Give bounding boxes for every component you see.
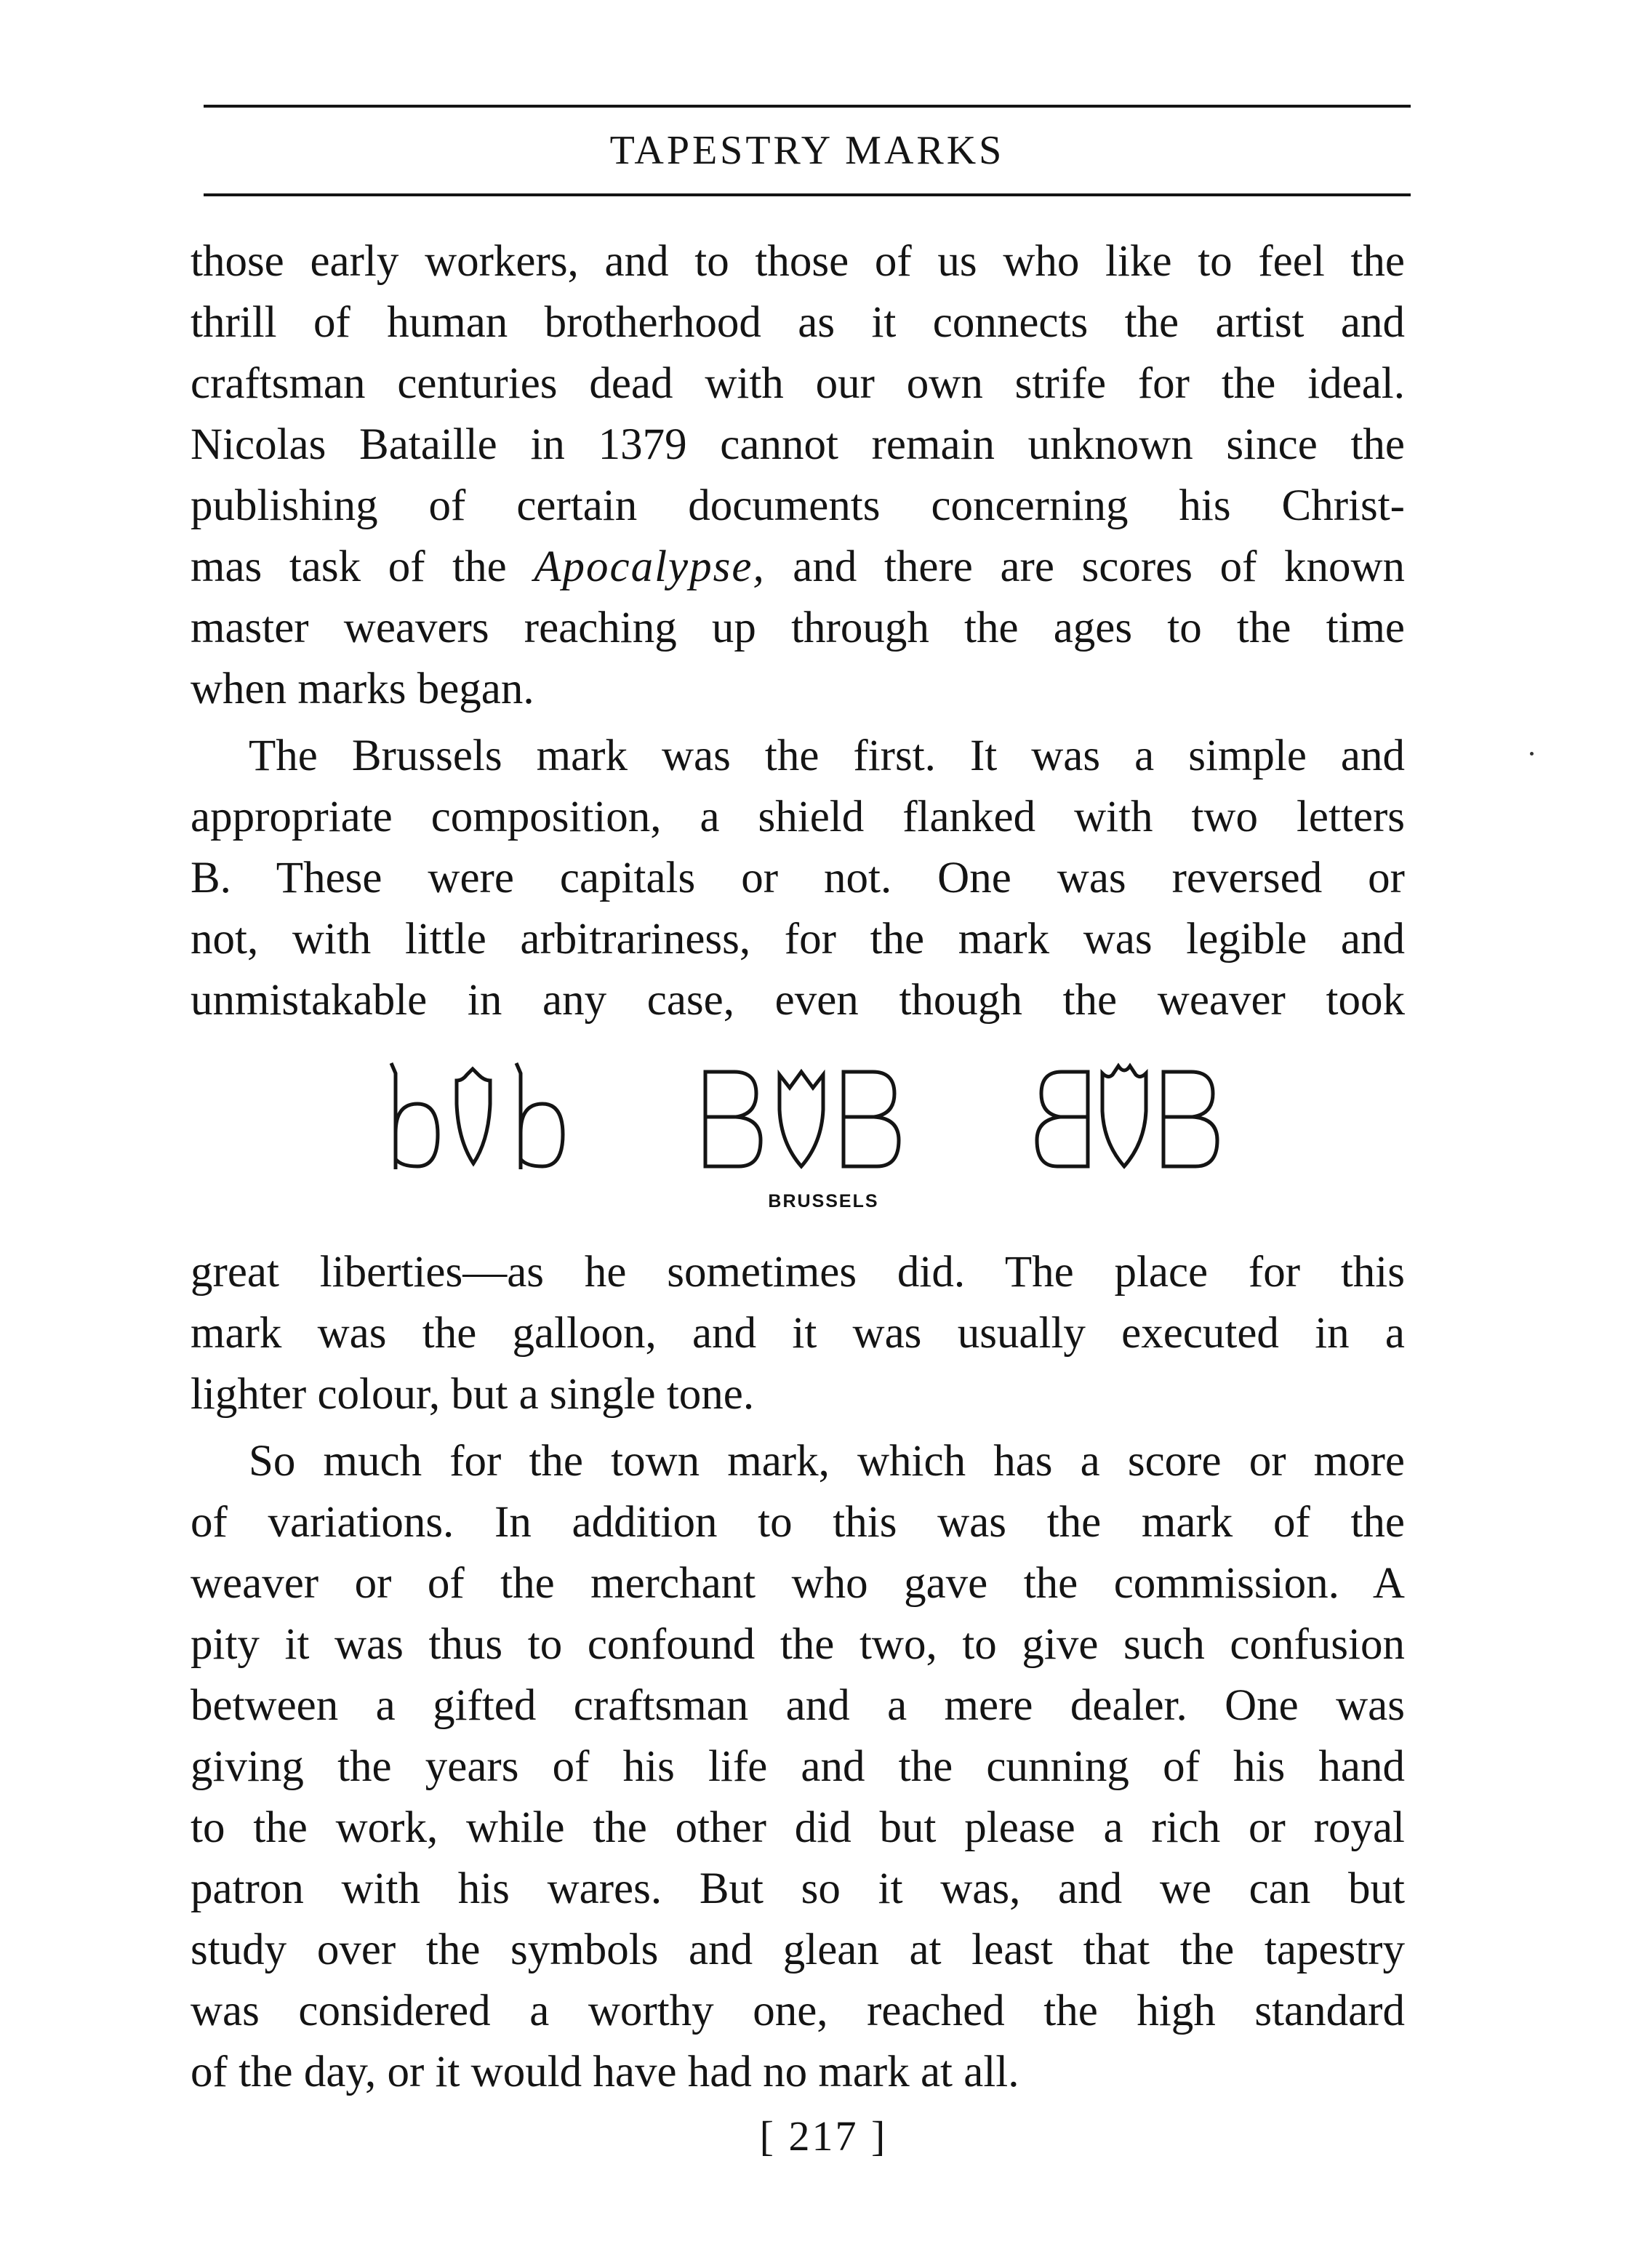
text-line: unmistakable in any case, even though the weaver took bbox=[191, 976, 1405, 1025]
header-rule-bottom bbox=[204, 193, 1411, 196]
body-text-bottom bbox=[191, 1242, 1405, 2103]
text-line: between a gifted craftsman and a mere dealer. One was bbox=[191, 1681, 1405, 1730]
text-line: mark was the galloon, and it was usually executed in a bbox=[191, 1309, 1405, 1358]
text-line: pity it was thus to confound the two, to give such confusion bbox=[191, 1620, 1405, 1669]
text-line: those early workers, and to those of us who like to feel the bbox=[191, 237, 1405, 286]
text-line: craftsman centuries dead with our own strife for the ideal. bbox=[191, 359, 1405, 408]
text-line-with-italic bbox=[191, 537, 1405, 598]
text-line: was considered a worthy one, reached the high standard bbox=[191, 1987, 1405, 2035]
text-line: study over the symbols and glean at least that the tapestry bbox=[191, 1926, 1405, 1974]
text-line: to the work, while the other did but please a rich or royal bbox=[191, 1803, 1405, 1852]
text-line: So much for the town mark, which has a score or more bbox=[249, 1437, 1405, 1486]
body-text-top bbox=[191, 231, 1405, 1031]
text-line: patron with his wares. But so it was, and we can but bbox=[191, 1864, 1405, 1913]
header-rule-top bbox=[204, 105, 1411, 108]
text-fragment: mas task of the bbox=[191, 542, 507, 591]
text-line: B. These were capitals or not. One was reversed or bbox=[191, 854, 1405, 902]
brussels-mark-lowercase-b-icon bbox=[385, 1053, 582, 1177]
text-line: lighter colour, but a single tone. bbox=[191, 1370, 755, 1419]
italic-title: Apocalypse, bbox=[534, 542, 766, 591]
text-line: publishing of certain documents concerning his Christ- bbox=[191, 481, 1405, 530]
page-number: [ 217 ] bbox=[759, 2112, 888, 2160]
text-line: when marks began. bbox=[191, 665, 534, 713]
brussels-marks-figure bbox=[0, 1053, 1647, 1184]
text-line: of the day, or it would have had no mark at all. bbox=[191, 2048, 1019, 2096]
brussels-mark-reversed-b-icon bbox=[1033, 1053, 1251, 1177]
text-line: appropriate composition, a shield flanked with two letters bbox=[191, 793, 1405, 841]
scan-speck bbox=[1530, 752, 1534, 756]
text-line: thrill of human brotherhood as it connects the artist and bbox=[191, 298, 1405, 347]
brussels-mark-capital-b-icon bbox=[698, 1053, 931, 1177]
text-fragment: and there are scores of known bbox=[793, 542, 1406, 591]
text-line: giving the years of his life and the cunning of his hand bbox=[191, 1742, 1405, 1791]
text-line: of variations. In addition to this was the mark of the bbox=[191, 1498, 1405, 1547]
text-line: not, with little arbitrariness, for the mark was legible and bbox=[191, 915, 1405, 963]
running-head: TAPESTRY MARKS bbox=[609, 128, 1005, 173]
text-line: Nicolas Bataille in 1379 cannot remain unknown since the bbox=[191, 420, 1405, 469]
figure-caption: BRUSSELS bbox=[768, 1191, 879, 1211]
text-line: great liberties—as he sometimes did. The place for this bbox=[191, 1248, 1405, 1297]
text-line: weaver or of the merchant who gave the commission. A bbox=[191, 1559, 1405, 1608]
text-line: The Brussels mark was the first. It was a simple and bbox=[249, 732, 1405, 780]
text-line: master weavers reaching up through the ages to the time bbox=[191, 604, 1405, 652]
